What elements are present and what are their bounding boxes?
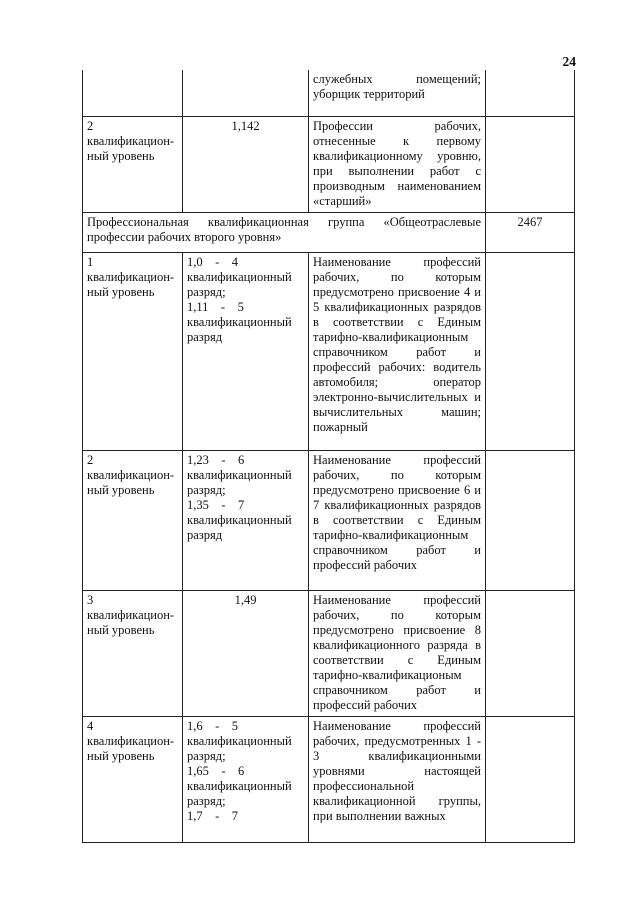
coefficient-line: разряд; (187, 793, 226, 808)
level-text: квалификацион- (87, 733, 175, 748)
coefficient-line: квалификационный (187, 269, 292, 284)
salary-cell (486, 252, 575, 450)
coefficient-line: разряд; (187, 482, 226, 497)
coefficient-line: разряд; (187, 748, 226, 763)
level-number: 2 (87, 452, 94, 467)
coefficient-line: 1,65 - 6 (187, 763, 245, 778)
table-row-level-2 (83, 450, 575, 590)
level-text: квалификацион- (87, 467, 175, 482)
table-row-level-1 (83, 252, 575, 450)
profession-cell (309, 116, 486, 212)
coefficient-line: разряд; (187, 284, 226, 299)
coefficient-value: 1,142 (231, 118, 260, 133)
coefficient-line: 1,7 - 7 (187, 808, 239, 823)
salary-cell (486, 116, 575, 212)
table-row-group-header (83, 212, 575, 252)
coefficient-line: квалификационный (187, 778, 292, 793)
group-title-cell (83, 212, 486, 252)
profession-text: Профессии рабочих, отнесенные к первому квалификационному уровню, при выполнении работ с производным наименованием «старший» (313, 118, 481, 208)
profession-line: уборщик территорий (313, 87, 425, 101)
coefficient-cell (183, 252, 309, 450)
qualification-table (82, 70, 575, 843)
table-row-continuation (83, 70, 575, 116)
level-text: ный уровень (87, 748, 155, 763)
profession-cell (309, 590, 486, 716)
level-text: ный уровень (87, 284, 155, 299)
salary-cell (486, 590, 575, 716)
coefficient-line: 1,0 - 4 (187, 254, 239, 269)
level-number: 1 (87, 254, 94, 269)
level-text: ный уровень (87, 622, 155, 637)
coefficient-line: квалификационный (187, 512, 292, 527)
coefficient-line: квалификационный (187, 467, 292, 482)
table-row-level-3 (83, 590, 575, 716)
profession-cell (309, 450, 486, 590)
coefficient-line: разряд (187, 527, 223, 542)
level-cell (83, 70, 183, 116)
coefficient-line: квалификационный (187, 314, 292, 329)
salary-cell (486, 212, 575, 252)
coefficient-cell (183, 590, 309, 716)
profession-text: Наименование профессий рабочих, по которым предусмотрено присвоение 6 и 7 квалификационных разрядов в соответствии с Единым тарифно-квалификационным справочником работ и профессий рабочих (313, 452, 481, 572)
profession-cell (309, 252, 486, 450)
level-text: квалификацион- (87, 607, 175, 622)
level-number: 3 (87, 592, 94, 607)
page-number: 24 (562, 54, 576, 69)
group-title: Профессиональная квалификационная группа «Общеотраслевые профессии рабочих второго уровня» (87, 214, 481, 244)
profession-cell (309, 716, 486, 842)
table-row-level-4 (83, 716, 575, 842)
profession-cell (309, 70, 486, 116)
level-cell (83, 116, 183, 212)
level-cell (83, 450, 183, 590)
base-salary: 2467 (517, 214, 543, 229)
level-text: ный уровень (87, 482, 155, 497)
coefficient-line: 1,35 - 7 (187, 497, 245, 512)
coefficient-line: 1,23 - 6 (187, 452, 245, 467)
coefficient-cell (183, 116, 309, 212)
profession-text: Наименование профессий рабочих, по которым предусмотрено присвоение 4 и 5 квалификационных разрядов в соответствии с Единым тарифно-квалификационным справочником работ и профессий рабочих: водитель автомобиля; оператор электронно-вычислительных и вычислительных машин; пожарный (313, 254, 481, 434)
coefficient-cell (183, 716, 309, 842)
profession-line: служебных помещений; (313, 72, 481, 86)
coefficient-line: квалификационный (187, 733, 292, 748)
level-cell (83, 716, 183, 842)
level-cell (83, 252, 183, 450)
salary-cell (486, 716, 575, 842)
coefficient-line: 1,11 - 5 (187, 299, 244, 314)
coefficient-cell (183, 450, 309, 590)
salary-cell (486, 450, 575, 590)
level-text: квалификацион- (87, 133, 175, 148)
coefficient-line: разряд (187, 329, 223, 344)
profession-text: Наименование профессий рабочих, предусмотренных 1 - 3 квалификационными уровнями настоящей профессиональной квалификационной группы, при выполнении важных (313, 718, 481, 823)
level-text: квалификацион- (87, 269, 175, 284)
salary-cell (486, 70, 575, 116)
profession-text: Наименование профессий рабочих, по которым предусмотрено присвоение 8 квалификационного разряда в соответствии с Единым тарифно-квалификационым справочником работ и профессий рабочих (313, 592, 481, 712)
level-number: 4 (87, 718, 94, 733)
coefficient-line: 1,6 - 5 (187, 718, 239, 733)
level-cell (83, 590, 183, 716)
coefficient-cell (183, 70, 309, 116)
table-row-level-2-group-1 (83, 116, 575, 212)
level-text: ный уровень (87, 148, 155, 163)
level-number: 2 (87, 118, 94, 133)
coefficient-value: 1,49 (234, 592, 257, 607)
